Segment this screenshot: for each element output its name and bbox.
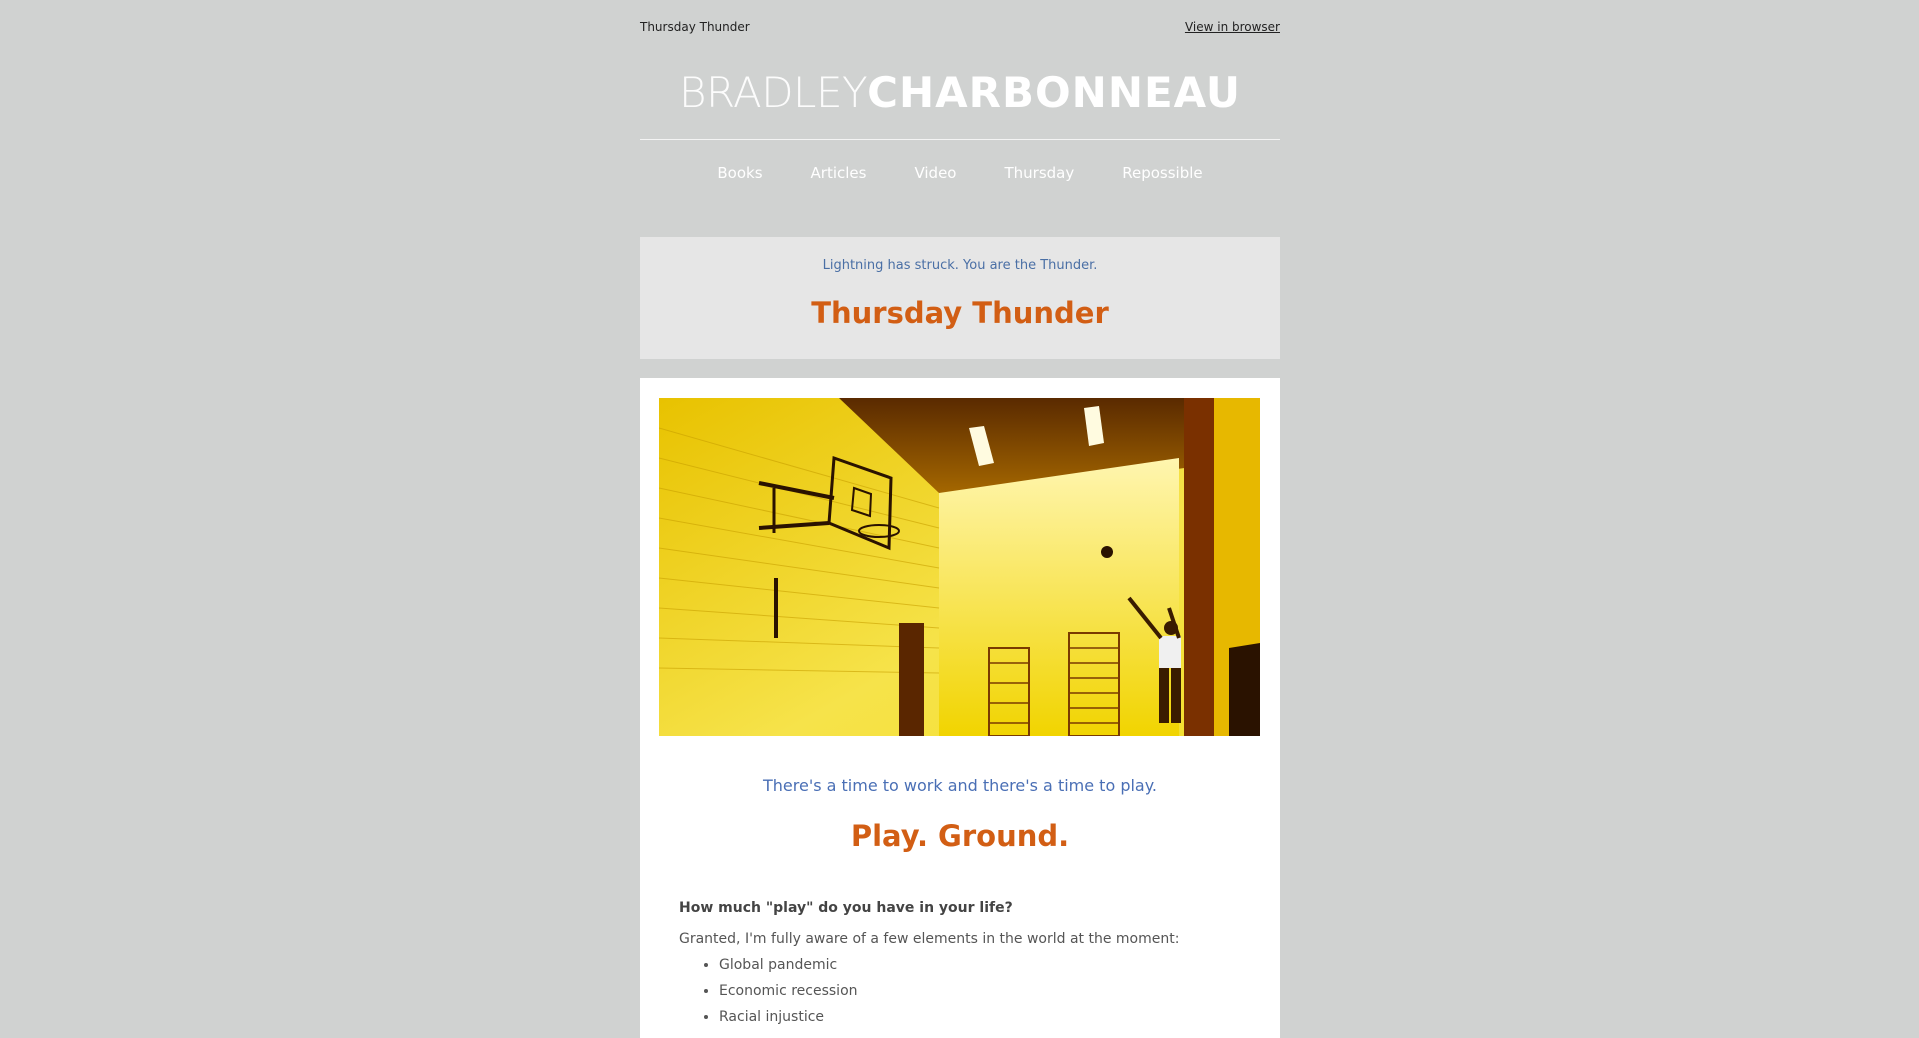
article-card <box>640 378 1280 1038</box>
view-in-browser-link[interactable]: View in browser <box>1184 20 1280 34</box>
article-body <box>679 900 1239 1030</box>
list-item: • Economic recession <box>719 978 1239 1004</box>
newsletter-banner <box>640 237 1280 359</box>
header-divider <box>640 139 1280 140</box>
newsletter-title: Thursday Thunder <box>811 296 1109 330</box>
logo-last-name: CHARBONNEAU <box>867 68 1241 117</box>
list-item: • Global pandemic <box>719 952 1239 978</box>
nav-item-thursday[interactable]: Thursday <box>1004 164 1075 182</box>
nav-item-articles[interactable]: Articles <box>810 164 867 182</box>
article-intro: Granted, I'm fully aware of a few elements in the world at the moment: <box>679 931 1180 947</box>
article-subline: There's a time to work and there's a time to play. <box>762 776 1157 795</box>
preheader-title: Thursday Thunder <box>640 20 750 34</box>
article-question: How much "play" do you have in your life? <box>679 900 1013 916</box>
nav-item-repossible[interactable]: Repossible <box>1122 164 1203 182</box>
gym-basketball-photo <box>659 398 1260 736</box>
nav-item-video[interactable]: Video <box>914 164 957 182</box>
newsletter-tagline: Lightning has struck. You are the Thunder. <box>822 258 1098 273</box>
nav-item-books[interactable]: Books <box>717 164 763 182</box>
site-logo[interactable] <box>640 68 1280 117</box>
logo-first-name: BRADLEY <box>678 68 868 117</box>
list-item: • Racial injustice <box>719 1004 1239 1030</box>
main-nav <box>640 164 1280 182</box>
article-list <box>679 952 1239 1030</box>
hero-image[interactable] <box>659 398 1260 736</box>
article-heading: Play. Ground. <box>850 819 1070 853</box>
